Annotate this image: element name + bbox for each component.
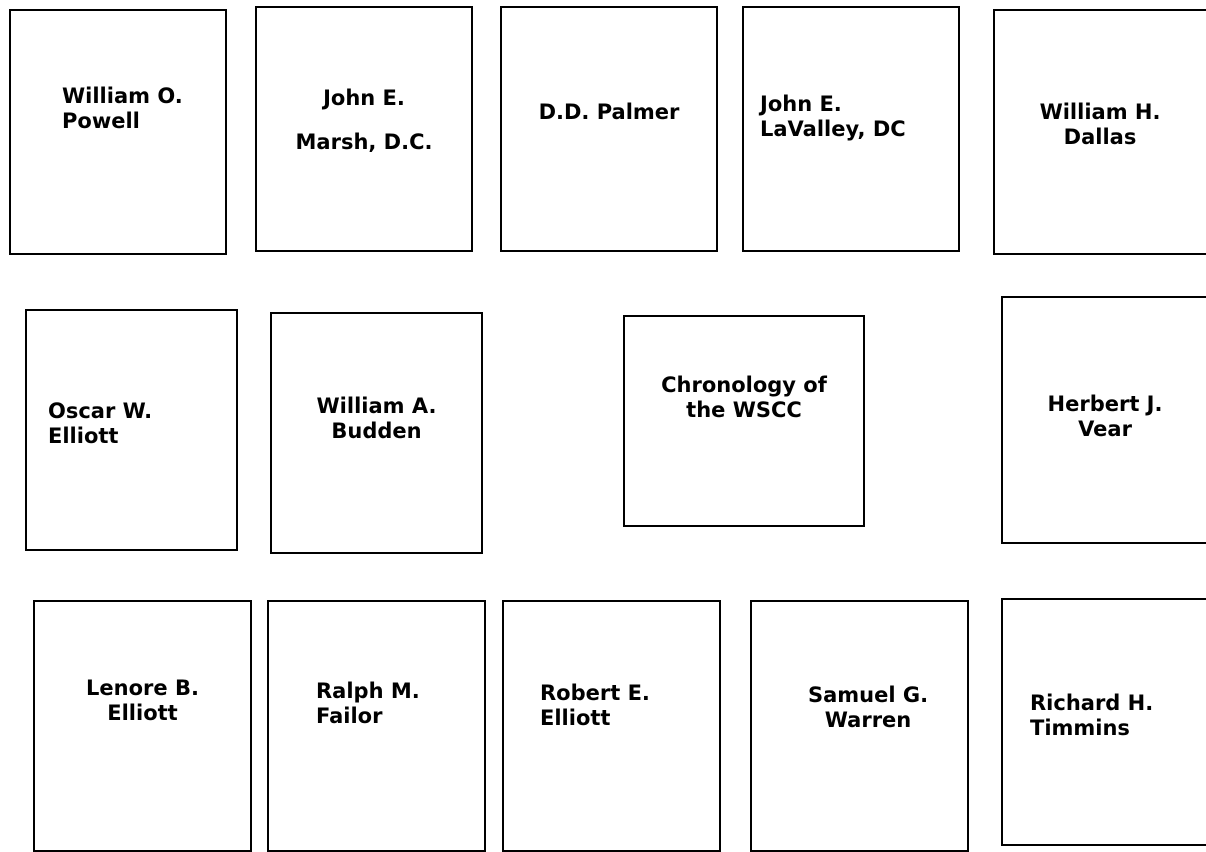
portrait-label-ralph-m-failor: Ralph M. Failor xyxy=(316,679,420,728)
portrait-label-lenore-b-elliott: Lenore B. Elliott xyxy=(86,676,199,725)
portrait-label-samuel-g-warren: Samuel G. Warren xyxy=(807,683,929,732)
portrait-label-john-e-lavalley: John E. LaValley, DC xyxy=(760,92,906,141)
portrait-label-herbert-j-vear: Herbert J. Vear xyxy=(1047,392,1163,441)
portrait-label-richard-h-timmins: Richard H. Timmins xyxy=(1030,691,1154,740)
portrait-label-william-o-powell: William O. Powell xyxy=(62,84,183,133)
portrait-label-d-d-palmer: D.D. Palmer xyxy=(538,100,680,124)
portrait-label-robert-e-elliott: Robert E. Elliott xyxy=(540,681,650,730)
portrait-label-john-e-marsh: John E. Marsh, D.C. xyxy=(295,86,433,154)
chronology-of-the-wscc-label: Chronology of the WSCC xyxy=(661,373,827,422)
portrait-card-lenore-b-elliott[interactable] xyxy=(33,600,252,852)
portrait-label-william-a-budden: William A. Budden xyxy=(316,394,437,443)
portrait-card-d-d-palmer[interactable] xyxy=(500,6,718,252)
portrait-label-william-h-dallas: William H. Dallas xyxy=(1039,100,1161,149)
portrait-label-oscar-w-elliott: Oscar W. Elliott xyxy=(48,399,153,448)
